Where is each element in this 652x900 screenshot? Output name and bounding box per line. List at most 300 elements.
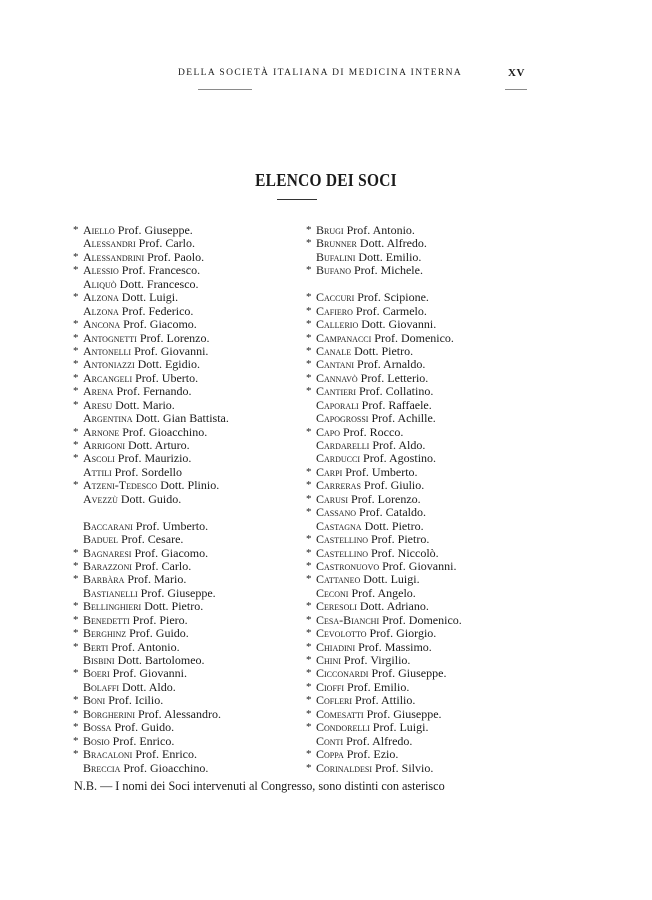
- member-title-forename: Prof. Attilio.: [355, 693, 416, 708]
- member-surname: Aliquò: [83, 276, 117, 291]
- member-title-forename: Prof. Alfredo.: [346, 733, 413, 748]
- member-entry: [306, 735, 546, 748]
- member-entry: [73, 332, 305, 345]
- member-surname: Chini: [316, 653, 341, 667]
- member-entry: [306, 533, 546, 546]
- member-title-forename: Dott. Egidio.: [137, 357, 200, 372]
- member-title-forename: Prof. Gioacchino.: [123, 760, 209, 775]
- attendance-asterisk: *: [73, 600, 79, 613]
- attendance-asterisk: *: [306, 748, 312, 761]
- member-surname: Carducci: [316, 451, 361, 466]
- member-title-forename: Prof. Aldo.: [372, 438, 426, 452]
- attendance-asterisk: *: [306, 344, 312, 357]
- member-surname: Baduel: [83, 532, 119, 547]
- attendance-asterisk: *: [73, 573, 79, 586]
- member-title-forename: Dott. Pietro.: [364, 518, 424, 533]
- attendance-asterisk: *: [73, 559, 79, 572]
- attendance-asterisk: *: [73, 371, 79, 384]
- member-surname: Bracaloni: [83, 747, 133, 762]
- member-surname: Bellinghieri: [83, 599, 142, 614]
- attendance-asterisk: *: [306, 331, 312, 344]
- member-surname: Ancona: [83, 317, 121, 332]
- member-title-forename: Prof. Domenico.: [382, 612, 462, 627]
- attendance-asterisk: *: [73, 318, 79, 331]
- member-surname: Alzona: [83, 303, 119, 318]
- attendance-asterisk: *: [73, 734, 79, 747]
- member-surname: Coppa: [316, 747, 344, 762]
- member-entry: [73, 667, 305, 680]
- attendance-asterisk: *: [73, 546, 79, 559]
- member-title-forename: Prof. Giacomo.: [134, 545, 209, 560]
- member-surname: Cesa-Bianchi: [316, 612, 380, 627]
- member-entry: [306, 762, 546, 775]
- member-entry: [73, 748, 305, 761]
- member-surname: Arrigoni: [83, 438, 125, 452]
- member-surname: Benedetti: [83, 612, 130, 627]
- member-surname: Bosio: [83, 733, 110, 748]
- member-surname: Cattaneo: [316, 572, 361, 587]
- member-title-forename: Prof. Silvio.: [375, 760, 434, 775]
- member-title-forename: Prof. Collatino.: [359, 384, 434, 399]
- member-surname: Bagnaresi: [83, 545, 132, 560]
- member-title-forename: Prof. Giuseppe.: [140, 585, 216, 600]
- member-entry: [306, 560, 546, 573]
- member-surname: Antonelli: [83, 343, 132, 358]
- member-title-forename: Prof. Gioacchino.: [122, 424, 208, 439]
- member-entry: [306, 305, 546, 318]
- member-title-forename: Prof. Francesco.: [121, 263, 201, 278]
- member-surname: Campanacci: [316, 330, 372, 345]
- member-surname: Alessandri: [83, 236, 136, 251]
- attendance-asterisk: *: [306, 640, 312, 653]
- member-entry: [73, 614, 305, 627]
- running-title: DELLA SOCIETÀ ITALIANA DI MEDICINA INTERNA: [178, 68, 463, 78]
- member-entry: [306, 372, 546, 385]
- member-title-forename: Prof. Giacomo.: [123, 317, 197, 332]
- member-entry: [73, 600, 305, 613]
- member-entry: [73, 305, 305, 318]
- member-entry: [73, 466, 305, 479]
- member-title-forename: Dott. Mario.: [115, 397, 175, 412]
- member-entry: [306, 520, 546, 533]
- member-title-forename: Prof. Arnaldo.: [357, 357, 426, 372]
- member-surname: Boeri: [83, 666, 110, 681]
- attendance-asterisk: *: [306, 546, 312, 559]
- member-entry: [73, 345, 305, 358]
- page-number: XV: [508, 67, 525, 79]
- member-title-forename: Prof. Guido.: [114, 720, 175, 735]
- member-entry: [73, 439, 305, 452]
- member-entry: [306, 641, 546, 654]
- attendance-asterisk: *: [73, 224, 79, 236]
- members-list-right: [306, 224, 546, 775]
- member-entry: [306, 600, 546, 613]
- attendance-asterisk: *: [73, 250, 79, 263]
- member-title-forename: Prof. Domenico.: [374, 330, 454, 345]
- member-title-forename: Prof. Mario.: [127, 572, 187, 587]
- attendance-asterisk: *: [306, 479, 312, 492]
- member-entry: [306, 439, 546, 452]
- member-surname: Comesatti: [316, 706, 364, 721]
- member-entry: [73, 573, 305, 586]
- member-surname: Borgherini: [83, 706, 135, 721]
- member-surname: Bufano: [316, 263, 351, 278]
- member-surname: Aresu: [83, 397, 113, 412]
- member-title-forename: Prof. Cesare.: [121, 532, 184, 547]
- attendance-asterisk: *: [306, 627, 312, 640]
- member-surname: Cevolotto: [316, 626, 367, 641]
- member-entry: [306, 654, 546, 667]
- member-entry: [306, 291, 546, 304]
- member-entry: [306, 694, 546, 707]
- header-rule-right: [505, 89, 527, 90]
- member-surname: Boni: [83, 693, 106, 708]
- member-title-forename: Prof. Giorgio.: [369, 626, 437, 641]
- member-title-forename: Prof. Antonio.: [111, 639, 180, 654]
- attendance-asterisk: *: [73, 358, 79, 371]
- attendance-asterisk: *: [73, 264, 79, 277]
- attendance-asterisk: *: [73, 344, 79, 357]
- member-title-forename: Prof. Cataldo.: [359, 505, 427, 520]
- member-surname: Arena: [83, 384, 114, 399]
- member-entry: [306, 708, 546, 721]
- member-title-forename: Prof. Carlo.: [138, 236, 195, 251]
- member-surname: Capo: [316, 424, 341, 439]
- member-entry: [73, 627, 305, 640]
- running-header: [0, 68, 652, 82]
- member-entry: [73, 426, 305, 439]
- member-surname: Antoniazzi: [83, 357, 135, 372]
- member-title-forename: Prof. Icilio.: [108, 693, 164, 708]
- member-entry: [306, 466, 546, 479]
- member-title-forename: Prof. Paolo.: [147, 249, 205, 264]
- members-list-left: [73, 224, 305, 775]
- member-title-forename: Prof. Carmelo.: [355, 303, 427, 318]
- member-title-forename: Dott. Arturo.: [128, 438, 190, 452]
- attendance-asterisk: *: [73, 640, 79, 653]
- member-surname: Cofleri: [316, 693, 353, 708]
- member-entry: [306, 345, 546, 358]
- member-entry: [73, 251, 305, 264]
- member-title-forename: Dott. Pietro.: [144, 599, 204, 614]
- member-surname: Barazzoni: [83, 558, 132, 573]
- member-surname: Cassano: [316, 505, 357, 520]
- member-entry: [306, 278, 546, 291]
- member-surname: Callerio: [316, 317, 359, 332]
- attendance-asterisk: *: [306, 559, 312, 572]
- attendance-asterisk: *: [306, 573, 312, 586]
- member-title-forename: Dott. Guido.: [120, 491, 182, 506]
- attendance-asterisk: *: [306, 761, 312, 774]
- member-surname: Berghinz: [83, 626, 127, 641]
- member-title-forename: Dott. Francesco.: [119, 276, 199, 291]
- member-title-forename: Prof. Rocco.: [343, 424, 404, 439]
- attendance-asterisk: *: [306, 600, 312, 613]
- attendance-asterisk: *: [73, 385, 79, 398]
- member-surname: Cantani: [316, 357, 355, 372]
- member-entry: [73, 278, 305, 291]
- member-surname: Caccuri: [316, 290, 355, 305]
- member-surname: Cioffi: [316, 679, 345, 694]
- member-entry: [306, 399, 546, 412]
- member-surname: Castronuovo: [316, 558, 380, 573]
- member-surname: Arnone: [83, 424, 120, 439]
- member-title-forename: Prof. Giovanni.: [382, 558, 457, 573]
- member-entry: [73, 560, 305, 573]
- attendance-asterisk: *: [306, 721, 312, 734]
- member-entry: [306, 358, 546, 371]
- member-title-forename: Prof. Alessandro.: [138, 706, 221, 721]
- member-entry: [73, 493, 305, 506]
- member-entry: [73, 479, 305, 492]
- attendance-asterisk: *: [306, 224, 312, 236]
- member-title-forename: Prof. Enrico.: [135, 747, 197, 762]
- member-title-forename: Prof. Scipione.: [357, 290, 429, 305]
- member-title-forename: Prof. Virgilio.: [343, 653, 411, 667]
- attendance-asterisk: *: [73, 667, 79, 680]
- member-surname: Argentina: [83, 411, 133, 426]
- member-surname: Carpi: [316, 464, 343, 479]
- member-entry: [306, 748, 546, 761]
- member-surname: Attili: [83, 464, 112, 479]
- member-entry: [306, 264, 546, 277]
- member-entry: [73, 412, 305, 425]
- attendance-asterisk: *: [306, 707, 312, 720]
- member-title-forename: Dott. Giovanni.: [361, 317, 437, 332]
- attendance-asterisk: *: [73, 479, 79, 492]
- member-entry: [306, 318, 546, 331]
- title-divider: [277, 199, 317, 200]
- member-surname: Cantieri: [316, 384, 356, 399]
- member-entry: [73, 399, 305, 412]
- member-title-forename: Prof. Federico.: [121, 303, 194, 318]
- member-surname: Chiadini: [316, 639, 356, 654]
- member-title-forename: Dott. Emilio.: [358, 249, 422, 264]
- member-surname: Alessio: [83, 263, 119, 278]
- member-title-forename: Prof. Maurizio.: [117, 451, 192, 466]
- member-entry: [73, 654, 305, 667]
- member-surname: Castellino: [316, 545, 368, 560]
- member-surname: Barbàra: [83, 572, 125, 587]
- member-surname: Caporali: [316, 397, 359, 412]
- attendance-asterisk: *: [306, 237, 312, 250]
- member-title-forename: Dott. Luigi.: [121, 290, 179, 305]
- member-surname: Condorelli: [316, 720, 370, 735]
- member-surname: Bastianelli: [83, 585, 138, 600]
- member-surname: Antognetti: [83, 330, 137, 345]
- member-entry: [306, 237, 546, 250]
- member-surname: Bolaffi: [83, 679, 120, 694]
- attendance-asterisk: *: [306, 304, 312, 317]
- attendance-asterisk: *: [306, 680, 312, 693]
- attendance-asterisk: *: [73, 707, 79, 720]
- member-title-forename: Prof. Emilio.: [347, 679, 410, 694]
- member-surname: Bufalini: [316, 249, 356, 264]
- member-surname: Castellino: [316, 532, 368, 547]
- member-entry: [306, 721, 546, 734]
- attendance-asterisk: *: [73, 452, 79, 465]
- member-title-forename: Prof. Uberto.: [135, 370, 199, 385]
- member-surname: Cafiero: [316, 303, 353, 318]
- member-entry: [73, 452, 305, 465]
- attendance-asterisk: *: [73, 425, 79, 438]
- member-entry: [73, 264, 305, 277]
- member-surname: Breccia: [83, 760, 121, 775]
- member-title-forename: Prof. Giuseppe.: [117, 223, 193, 237]
- attendance-asterisk: *: [306, 694, 312, 707]
- member-title-forename: Dott. Pietro.: [354, 343, 414, 358]
- member-title-forename: Dott. Aldo.: [122, 679, 176, 694]
- member-entry: [306, 251, 546, 264]
- member-title-forename: Prof. Sordello: [114, 464, 182, 479]
- member-title-forename: Dott. Adriano.: [359, 599, 429, 614]
- member-entry: [306, 479, 546, 492]
- member-entry: [306, 493, 546, 506]
- member-entry: [73, 372, 305, 385]
- member-entry: [73, 735, 305, 748]
- member-entry: [306, 614, 546, 627]
- footnote: N.B. — I nomi dei Soci intervenuti al Congresso, sono distinti con asterisco: [74, 779, 445, 793]
- attendance-asterisk: *: [306, 264, 312, 277]
- member-surname: Conti: [316, 733, 344, 748]
- member-surname: Brugi: [316, 223, 344, 237]
- member-title-forename: Dott. Bartolomeo.: [117, 653, 205, 667]
- member-entry: [73, 506, 305, 519]
- member-title-forename: Dott. Alfredo.: [359, 236, 427, 251]
- member-entry: [306, 667, 546, 680]
- member-title-forename: Prof. Ezio.: [346, 747, 399, 762]
- attendance-asterisk: *: [306, 667, 312, 680]
- member-title-forename: Prof. Letterio.: [360, 370, 429, 385]
- attendance-asterisk: *: [73, 613, 79, 626]
- member-surname: Berti: [83, 639, 109, 654]
- member-entry: [306, 547, 546, 560]
- member-surname: Baccarani: [83, 518, 133, 533]
- member-title-forename: Prof. Achille.: [371, 411, 436, 426]
- attendance-asterisk: *: [73, 748, 79, 761]
- member-surname: Ceresoli: [316, 599, 357, 614]
- member-entry: [73, 291, 305, 304]
- member-entry: [73, 533, 305, 546]
- member-surname: Brunner: [316, 236, 357, 251]
- member-entry: [73, 237, 305, 250]
- member-entry: [306, 224, 546, 237]
- attendance-asterisk: *: [306, 291, 312, 304]
- member-title-forename: Prof. Niccolò.: [371, 545, 439, 560]
- member-title-forename: Prof. Giovanni.: [134, 343, 209, 358]
- attendance-asterisk: *: [73, 694, 79, 707]
- member-surname: Ceconi: [316, 585, 349, 600]
- attendance-asterisk: *: [73, 439, 79, 451]
- header-rule-left: [198, 89, 252, 90]
- member-title-forename: Dott. Plinio.: [160, 478, 220, 493]
- member-entry: [306, 332, 546, 345]
- member-title-forename: Prof. Enrico.: [112, 733, 175, 748]
- member-entry: [306, 573, 546, 586]
- attendance-asterisk: *: [73, 721, 79, 734]
- member-entry: [73, 762, 305, 775]
- member-entry: [306, 452, 546, 465]
- member-surname: Capogrossi: [316, 411, 369, 426]
- member-entry: [73, 721, 305, 734]
- member-title-forename: Prof. Guido.: [129, 626, 189, 641]
- member-entry: [306, 627, 546, 640]
- member-entry: [306, 506, 546, 519]
- member-surname: Bisbini: [83, 653, 115, 667]
- member-entry: [73, 694, 305, 707]
- member-title-forename: Prof. Angelo.: [351, 585, 416, 600]
- member-surname: Atzeni-Tedesco: [83, 478, 158, 493]
- member-surname: Corinaldesi: [316, 760, 372, 775]
- attendance-asterisk: *: [73, 291, 79, 304]
- member-entry: [306, 426, 546, 439]
- member-title-forename: Prof. Lorenzo.: [139, 330, 210, 345]
- attendance-asterisk: *: [306, 318, 312, 331]
- member-entry: [73, 681, 305, 694]
- attendance-asterisk: *: [306, 506, 312, 519]
- attendance-asterisk: *: [73, 398, 79, 411]
- member-title-forename: Prof. Pietro.: [371, 532, 430, 547]
- member-title-forename: Prof. Massimo.: [358, 639, 432, 654]
- attendance-asterisk: *: [306, 533, 312, 546]
- member-surname: Castagna: [316, 518, 362, 533]
- member-entry: [73, 224, 305, 237]
- member-entry: [73, 520, 305, 533]
- member-entry: [73, 358, 305, 371]
- attendance-asterisk: *: [73, 331, 79, 344]
- member-title-forename: Prof. Piero.: [132, 612, 188, 627]
- attendance-asterisk: *: [306, 371, 312, 384]
- member-title-forename: Prof. Umberto.: [345, 464, 418, 479]
- page-title: ELENCO DEI SOCI: [255, 170, 397, 190]
- member-surname: Carusi: [316, 491, 349, 506]
- member-surname: Alessandrini: [83, 249, 145, 264]
- member-title-forename: Prof. Antonio.: [346, 223, 415, 237]
- member-entry: [73, 708, 305, 721]
- member-title-forename: Prof. Raffaele.: [361, 397, 432, 412]
- member-title-forename: Prof. Giulio.: [363, 478, 425, 493]
- member-entry: [306, 587, 546, 600]
- member-surname: Cannavò: [316, 370, 358, 385]
- member-title-forename: Prof. Carlo.: [134, 558, 192, 573]
- member-surname: Canale: [316, 343, 352, 358]
- attendance-asterisk: *: [306, 613, 312, 626]
- member-title-forename: Prof. Michele.: [353, 263, 423, 278]
- member-surname: Arcangeli: [83, 370, 133, 385]
- attendance-asterisk: *: [306, 385, 312, 398]
- member-title-forename: Prof. Fernando.: [116, 384, 192, 399]
- member-title-forename: Dott. Gian Battista.: [135, 411, 229, 426]
- member-surname: Avezzù: [83, 491, 118, 506]
- member-surname: Cicconardi: [316, 666, 369, 681]
- member-title-forename: Prof. Luigi.: [372, 720, 429, 735]
- member-surname: Cardarelli: [316, 438, 370, 452]
- attendance-asterisk: *: [306, 465, 312, 478]
- attendance-asterisk: *: [306, 654, 312, 666]
- member-surname: Aiello: [83, 223, 115, 237]
- attendance-asterisk: *: [306, 492, 312, 505]
- member-title-forename: Prof. Agostino.: [363, 451, 437, 466]
- attendance-asterisk: *: [306, 358, 312, 371]
- member-surname: Ascoli: [83, 451, 115, 466]
- member-entry: [73, 318, 305, 331]
- member-entry: [73, 385, 305, 398]
- member-surname: Carreras: [316, 478, 361, 493]
- member-entry: [73, 547, 305, 560]
- attendance-asterisk: *: [73, 627, 79, 640]
- member-surname: Alzona: [83, 290, 119, 305]
- member-title-forename: Prof. Giovanni.: [112, 666, 187, 681]
